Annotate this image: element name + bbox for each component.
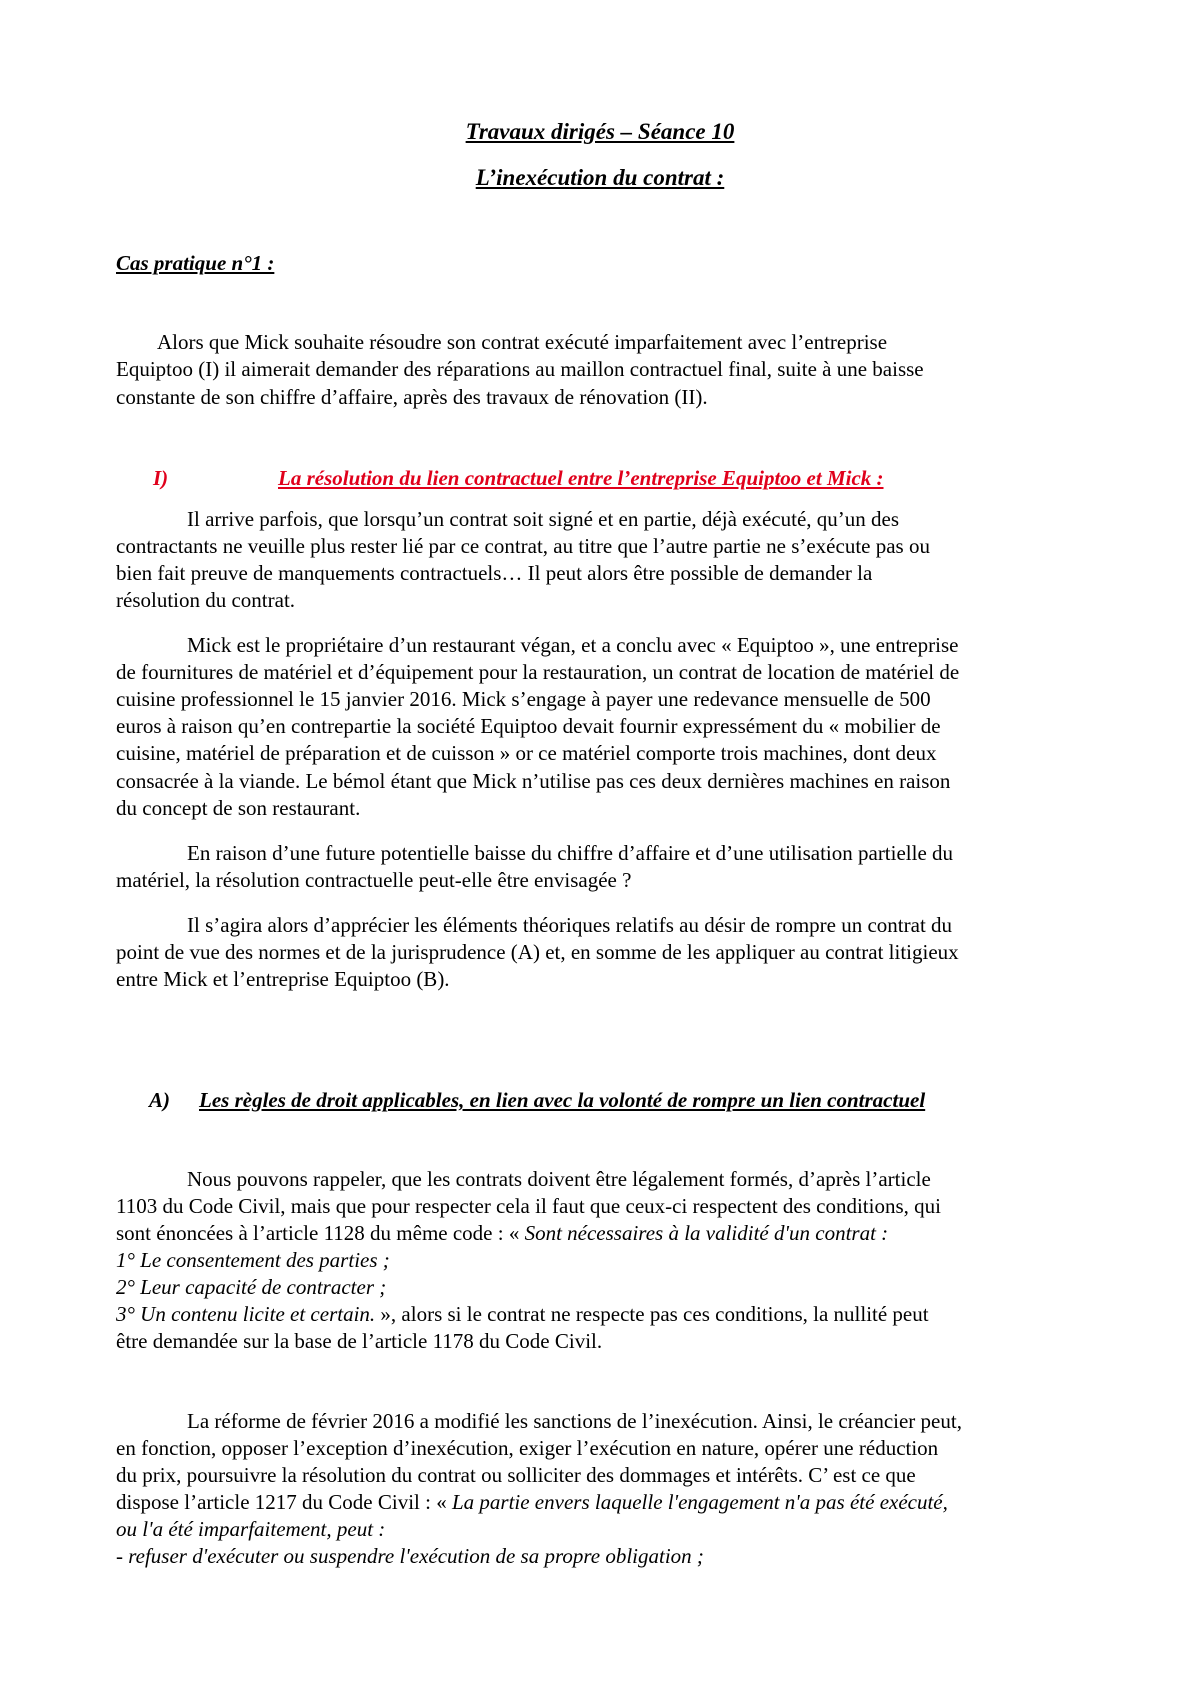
paragraph-line: La réforme de février 2016 a modifié les sanctions de l’inexécution. Ainsi, le créancier peut,: [187, 1409, 962, 1433]
title-line-2: L’inexécution du contrat :: [475, 165, 725, 190]
intro-line: constante de son chiffre d’affaire, après des travaux de rénovation (II).: [116, 385, 708, 409]
paragraph-line: En raison d’une future potentielle baisse du chiffre d’affaire et d’une utilisation partielle du: [187, 841, 954, 865]
paragraph-line: [116, 1220, 888, 1248]
paragraph-line: point de vue des normes et de la jurisprudence (A) et, en somme de les appliquer au contrat litigieux: [116, 940, 959, 964]
paragraph-line: Il s’agira alors d’apprécier les éléments théoriques relatifs au désir de rompre un contrat du: [187, 913, 953, 937]
paragraph-line: bien fait preuve de manquements contractuels… Il peut alors être possible de demander la: [116, 561, 873, 585]
text-run: », alors si le contrat ne respecte pas ces conditions, la nullité peut: [375, 1302, 929, 1326]
section-a-title: Les règles de droit applicables, en lien avec la volonté de rompre un lien contractuel: [199, 1088, 926, 1112]
paragraph-line: Mick est le propriétaire d’un restaurant végan, et a conclu avec « Equiptoo », une entreprise: [187, 633, 959, 657]
paragraph-line: - refuser d'exécuter ou suspendre l'exécution de sa propre obligation ;: [116, 1544, 704, 1568]
paragraph-line: [116, 1489, 948, 1517]
condition-3: [116, 1301, 929, 1329]
condition-1: 1° Le consentement des parties ;: [116, 1248, 390, 1272]
part-1-title: La résolution du lien contractuel entre l’entreprise Equiptoo et Mick :: [278, 466, 884, 490]
paragraph-line: de fournitures de matériel et d’équipement pour la restauration, un contrat de location de matériel de: [116, 660, 960, 684]
quote-run: Sont nécessaires à la validité d'un contrat :: [524, 1221, 889, 1245]
paragraph-line: être demandée sur la base de l’article 1178 du Code Civil.: [116, 1329, 603, 1353]
paragraph-line: matériel, la résolution contractuelle peut-elle être envisagée ?: [116, 868, 632, 892]
paragraph-line: 1103 du Code Civil, mais que pour respecter cela il faut que ceux-ci respectent des conditions, qui: [116, 1194, 941, 1218]
quote-run: La partie envers laquelle l'engagement n'a pas été exécuté,: [451, 1490, 948, 1514]
paragraph-line: résolution du contrat.: [116, 588, 296, 612]
title-line-1: Travaux dirigés – Séance 10: [465, 119, 735, 144]
condition-2: 2° Leur capacité de contracter ;: [116, 1275, 387, 1299]
paragraph-line: cuisine, matériel de préparation et de cuisson » or ce matériel comporte trois machines, dont deux: [116, 741, 937, 765]
paragraph-line: contractants ne veuille plus rester lié par ce contrat, au titre que l’autre partie ne s’exécute pas ou: [116, 534, 930, 558]
paragraph-line: Il arrive parfois, que lorsqu’un contrat soit signé et en partie, déjà exécuté, qu’un des: [187, 507, 900, 531]
text-run: sont énoncées à l’article 1128 du même code : «: [116, 1221, 525, 1245]
paragraph-line: Nous pouvons rappeler, que les contrats doivent être légalement formés, d’après l’article: [187, 1167, 931, 1191]
intro-line: Equiptoo (I) il aimerait demander des réparations au maillon contractuel final, suite à une baisse: [116, 357, 924, 381]
text-run: dispose l’article 1217 du Code Civil : «: [116, 1490, 452, 1514]
cas-pratique-heading: Cas pratique n°1 :: [116, 251, 275, 275]
paragraph-line: ou l'a été imparfaitement, peut :: [116, 1517, 386, 1541]
paragraph-line: euros à raison qu’en contrepartie la société Equiptoo devait fournir expressément du « mobilier de: [116, 714, 941, 738]
quote-run: 3° Un contenu licite et certain.: [116, 1302, 376, 1326]
section-a-number: A): [149, 1088, 170, 1112]
paragraph-line: en fonction, opposer l’exception d’inexécution, exiger l’exécution en nature, opérer une réduction: [116, 1436, 939, 1460]
part-1-number: I): [153, 466, 169, 490]
paragraph-line: entre Mick et l’entreprise Equiptoo (B).: [116, 967, 450, 991]
intro-line: Alors que Mick souhaite résoudre son contrat exécuté imparfaitement avec l’entreprise: [157, 330, 888, 354]
paragraph-line: consacrée à la viande. Le bémol étant que Mick n’utilise pas ces deux dernières machines en raison: [116, 769, 951, 793]
paragraph-line: du prix, poursuivre la résolution du contrat ou solliciter des dommages et intérêts. C’ est ce que: [116, 1463, 916, 1487]
paragraph-line: du concept de son restaurant.: [116, 796, 361, 820]
paragraph-line: cuisine professionnel le 15 janvier 2016. Mick s’engage à payer une redevance mensuelle de 500: [116, 687, 931, 711]
